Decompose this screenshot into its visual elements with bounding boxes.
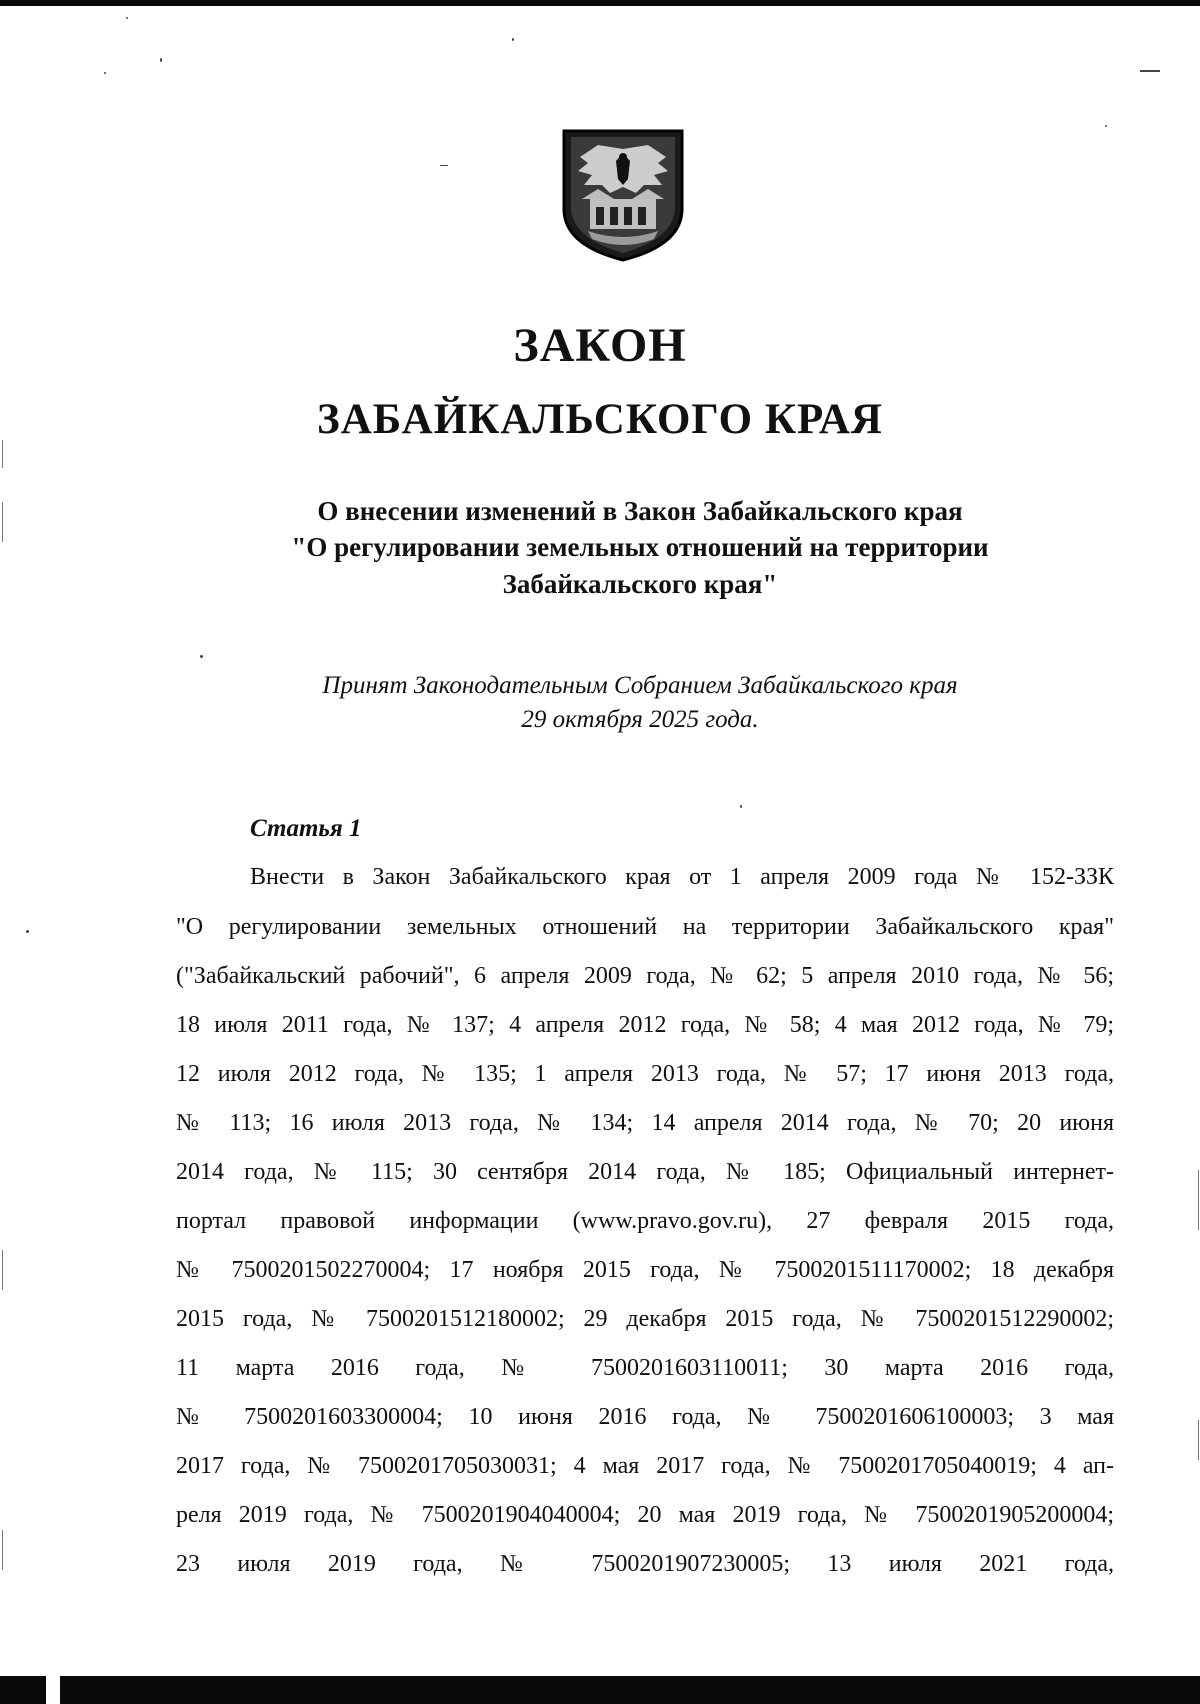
scan-margin-line [2,1250,3,1290]
document-title: ЗАКОН [513,319,687,372]
body-text-line: 18 июля 2011 года, № 137; 4 апреля 2012 года, № 58; 4 мая 2012 года, № 79; [176,1012,1114,1038]
scan-speck [26,930,29,933]
scan-margin-line [2,502,3,542]
coat-of-arms-icon [558,127,688,263]
scan-speck [740,805,742,808]
body-text-line: № 7500201502270004; 17 ноября 2015 года, № 7500201511170002; 18 декабря [176,1257,1114,1283]
article-heading: Статья 1 [250,815,362,842]
body-text-line: Внести в Закон Забайкальского края от 1 апреля 2009 года № 152-ЗЗК [250,864,1114,890]
body-text-line: реля 2019 года, № 7500201904040004; 20 мая 2019 года, № 7500201905200004; [176,1502,1114,1528]
scan-speck [200,655,203,658]
body-text-line: портал правовой информации (www.pravo.gov.ru), 27 февраля 2015 года, [176,1208,1114,1234]
document-region-title: ЗАБАЙКАЛЬСКОГО КРАЯ [317,396,883,443]
body-text-line: 12 июля 2012 года, № 135; 1 апреля 2013 года, № 57; 17 июня 2013 года, [176,1061,1114,1087]
document-subtitle-line: "О регулировании земельных отношений на территории [291,532,989,562]
scan-margin-line [2,1530,3,1570]
body-text-line: № 113; 16 июля 2013 года, № 134; 14 апреля 2014 года, № 70; 20 июня [176,1110,1114,1136]
scan-margin-line [1198,1420,1199,1460]
adoption-date-line: 29 октября 2025 года. [521,706,759,733]
scan-bottom-edge [0,1676,1200,1704]
scan-speck [1105,125,1107,127]
document-subtitle-line: О внесении изменений в Закон Забайкальского края [317,496,963,526]
scan-speck [440,165,448,166]
scan-speck [104,72,106,74]
body-text-line: "О регулировании земельных отношений на территории Забайкальского края" [176,914,1114,940]
body-text-line: 2015 года, № 7500201512180002; 29 декабря 2015 года, № 7500201512290002; [176,1306,1114,1332]
body-text-line: № 7500201603300004; 10 июня 2016 года, № 7500201606100003; 3 мая [176,1404,1114,1430]
body-text-line: 23 июля 2019 года, № 7500201907230005; 13 июля 2021 года, [176,1551,1114,1577]
adoption-note-line: Принят Законодательным Собранием Забайкальского края [322,672,958,699]
body-text-line: ("Забайкальский рабочий", 6 апреля 2009 года, № 62; 5 апреля 2010 года, № 56; [176,963,1114,989]
body-text-line: 11 марта 2016 года, № 7500201603110011; 30 марта 2016 года, [176,1355,1114,1381]
scan-bottom-gap [46,1672,60,1704]
scan-speck [126,17,128,19]
body-text-line: 2017 года, № 7500201705030031; 4 мая 2017 года, № 7500201705040019; 4 ап- [176,1453,1114,1479]
scan-speck [512,38,514,41]
scan-top-edge [0,0,1200,6]
scan-speck [1140,70,1160,72]
document-subtitle-line: Забайкальского края" [502,569,778,599]
body-text-line: 2014 года, № 115; 30 сентября 2014 года, № 185; Официальный интернет- [176,1159,1114,1185]
scan-speck [160,58,162,62]
scan-margin-line [1198,1170,1199,1230]
